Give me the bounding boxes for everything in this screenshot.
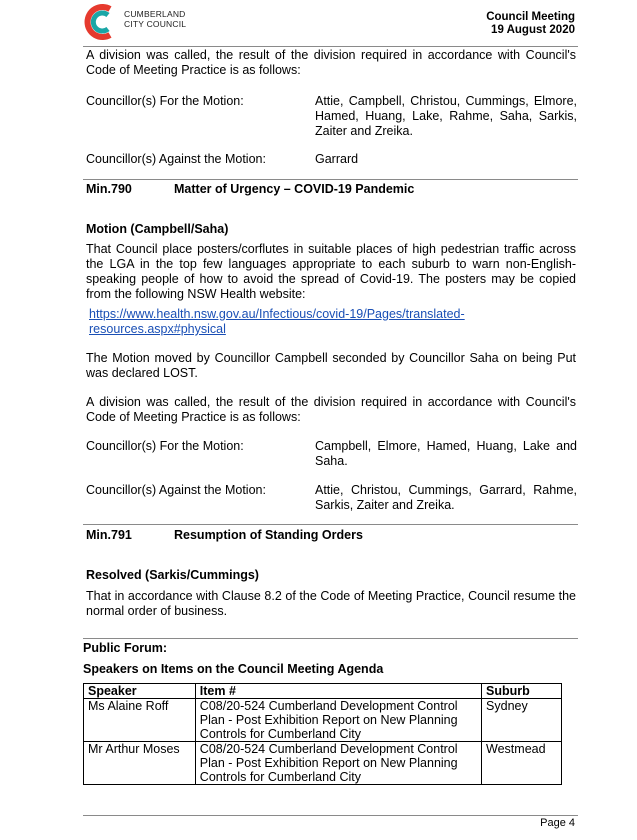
nsw-health-link-line1[interactable]: https://www.health.nsw.gov.au/Infectious/covid-19/Pages/translated- bbox=[89, 307, 465, 321]
meeting-header bbox=[486, 11, 575, 37]
division-intro: A division was called, the result of the division required in accordance with Council's Code of Meeting Practice is as follows: bbox=[86, 48, 576, 77]
meeting-date: 19 August 2020 bbox=[491, 24, 575, 36]
column-header: Speaker bbox=[84, 684, 196, 699]
org-name bbox=[124, 9, 186, 29]
item-cell: C08/20-524 Cumberland Development Control Plan - Post Exhibition Report on New Planning Controls for Cumberland City bbox=[195, 742, 481, 785]
against-motion-label: Councillor(s) Against the Motion: bbox=[86, 483, 266, 497]
minute-title: Matter of Urgency – COVID-19 Pandemic bbox=[174, 182, 415, 196]
minute-number: Min.791 bbox=[86, 528, 132, 542]
section-divider bbox=[83, 524, 578, 525]
suburb-cell: Sydney bbox=[482, 699, 562, 742]
speakers-table bbox=[83, 683, 562, 785]
minute-title: Resumption of Standing Orders bbox=[174, 528, 363, 542]
nsw-health-link[interactable] bbox=[89, 307, 465, 337]
motion-result: The Motion moved by Councillor Campbell seconded by Councillor Saha on being Put was declared LOST. bbox=[86, 351, 576, 380]
table-row bbox=[84, 742, 562, 785]
motion-text: That Council place posters/corflutes in suitable places of high pedestrian traffic across the LGA in the top few languages appropriate to each suburb to warn non-English-speaking people of how to avoid the spread of Covid-19. The posters may be copied from the following NSW Health website: bbox=[86, 242, 576, 301]
cumberland-logo-icon bbox=[82, 2, 122, 42]
resolved-text: That in accordance with Clause 8.2 of the Code of Meeting Practice, Council resume the normal order of business. bbox=[86, 589, 576, 618]
for-motion-names: Campbell, Elmore, Hamed, Huang, Lake and Saha. bbox=[315, 439, 577, 468]
speaker-cell: Ms Alaine Roff bbox=[84, 699, 196, 742]
org-name-line1: CUMBERLAND bbox=[124, 9, 186, 19]
for-motion-label: Councillor(s) For the Motion: bbox=[86, 94, 244, 108]
against-motion-names: Garrard bbox=[315, 152, 359, 166]
header-divider bbox=[83, 46, 578, 47]
footer-divider bbox=[83, 815, 578, 816]
section-divider bbox=[83, 179, 578, 180]
public-forum-heading: Public Forum: bbox=[83, 641, 168, 655]
table-header-row bbox=[84, 684, 562, 699]
item-cell: C08/20-524 Cumberland Development Control Plan - Post Exhibition Report on New Planning Controls for Cumberland City bbox=[195, 699, 481, 742]
meeting-title: Council Meeting bbox=[486, 11, 575, 23]
for-motion-label: Councillor(s) For the Motion: bbox=[86, 439, 244, 453]
division-intro: A division was called, the result of the division required in accordance with Council's Code of Meeting Practice is as follows: bbox=[86, 395, 576, 424]
motion-heading: Motion (Campbell/Saha) bbox=[86, 222, 229, 236]
suburb-cell: Westmead bbox=[482, 742, 562, 785]
speaker-cell: Mr Arthur Moses bbox=[84, 742, 196, 785]
column-header: Item # bbox=[195, 684, 481, 699]
for-motion-names: Attie, Campbell, Christou, Cummings, Elmore, Hamed, Huang, Lake, Rahme, Saha, Sarkis, Zaiter and Zreika. bbox=[315, 94, 577, 138]
minute-number: Min.790 bbox=[86, 182, 132, 196]
column-header: Suburb bbox=[482, 684, 562, 699]
table-row bbox=[84, 699, 562, 742]
resolved-heading: Resolved (Sarkis/Cummings) bbox=[86, 568, 259, 582]
against-motion-names: Attie, Christou, Cummings, Garrard, Rahme, Sarkis, Zaiter and Zreika. bbox=[315, 483, 577, 512]
page-number: Page 4 bbox=[540, 817, 575, 829]
against-motion-label: Councillor(s) Against the Motion: bbox=[86, 152, 266, 166]
section-divider bbox=[83, 638, 578, 639]
org-name-line2: CITY COUNCIL bbox=[124, 19, 187, 29]
nsw-health-link-line2[interactable]: resources.aspx#physical bbox=[89, 322, 226, 336]
speakers-subheading: Speakers on Items on the Council Meeting Agenda bbox=[83, 662, 384, 676]
